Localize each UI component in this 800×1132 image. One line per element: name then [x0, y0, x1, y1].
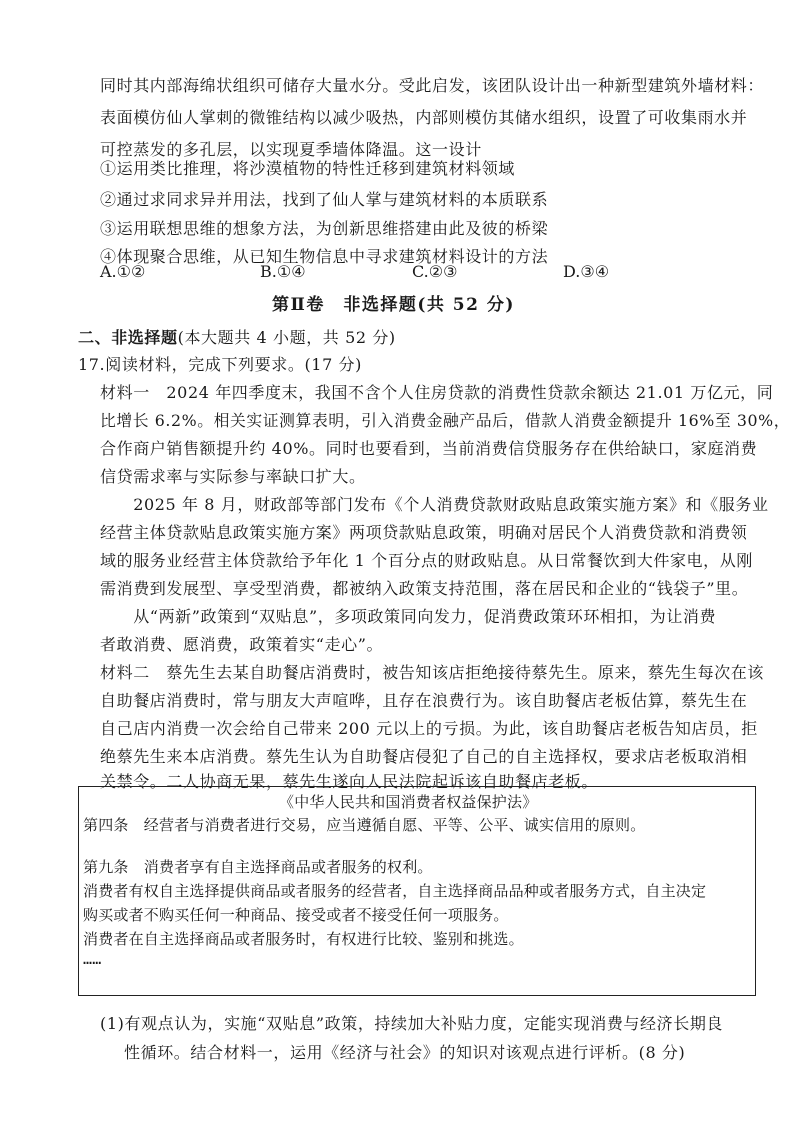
- material-line: 关禁令。二人协商无果，蔡先生遂向人民法院起诉该自助餐店老板。: [100, 772, 599, 791]
- statement-4: ④体现聚合思维，从已知生物信息中寻求建筑材料设计的方法: [100, 247, 549, 266]
- sub-question-1-line: 性循环。结合材料一，运用《经济与社会》的知识对该观点进行评析。(8 分): [124, 1043, 686, 1062]
- material-line: 比增长 6.2%。相关实证测算表明，引入消费金融产品后，借款人消费金额提升 16%至 30%，: [100, 411, 791, 430]
- part-heading-label: 二、非选择题: [78, 328, 178, 347]
- law-excerpt-box: [78, 786, 756, 996]
- option-d: D.③④: [563, 262, 610, 281]
- material-line: 经营主体贷款贴息政策实施方案》两项贷款贴息政策，明确对居民个人消费贷款和消费领: [100, 523, 748, 542]
- option-c: C.②③: [412, 262, 458, 281]
- material-line: 材料一 2024 年四季度末，我国不含个人住房贷款的消费性贷款余额达 21.01 万亿元，同: [100, 383, 774, 402]
- law-article-4: 第四条 经营者与消费者进行交易，应当遵循自愿、平等、公平、诚实信用的原则。: [83, 816, 646, 834]
- question-17-header: 17.阅读材料，完成下列要求。(17 分): [78, 355, 362, 374]
- material-line: 信贷需求率与实际参与率缺口扩大。: [100, 467, 366, 486]
- statement-1: ①运用类比推理，将沙漠植物的特性迁移到建筑材料领域: [100, 159, 516, 178]
- material-line: 绝蔡先生来本店消费。蔡先生认为自助餐店侵犯了自己的自主选择权，要求店老板取消相: [100, 747, 748, 766]
- paragraph-line: 可控蒸发的多孔层，以实现夏季墙体降温。这一设计: [100, 140, 482, 159]
- material-line: 材料二 蔡先生去某自助餐店消费时，被告知该店拒绝接待蔡先生。原来，蔡先生每次在该: [100, 663, 765, 682]
- sub-question-1-line: (1)有观点认为，实施“双贴息”政策，持续加大补贴力度，定能实现消费与经济长期良: [100, 1014, 724, 1033]
- law-article-9-line: 购买或者不购买任何一种商品、接受或者不接受任何一项服务。: [83, 906, 509, 924]
- material-line: 2025 年 8 月，财政部等部门发布《个人消费贷款财政贴息政策实施方案》和《服务业: [100, 495, 769, 514]
- option-b: B.①④: [260, 262, 306, 281]
- law-article-9-line: 第九条 消费者享有自主选择商品或者服务的权利。: [83, 858, 433, 876]
- option-a: A.①②: [100, 262, 146, 281]
- material-line: 域的服务业经营主体贷款给予年化 1 个百分点的财政贴息。从日常餐饮到大件家电，从刚: [100, 551, 753, 570]
- law-title: 《中华人民共和国消费者权益保护法》: [279, 793, 538, 811]
- law-ellipsis: ……: [83, 950, 102, 968]
- statement-2: ②通过求同求异并用法，找到了仙人掌与建筑材料的本质联系: [100, 190, 549, 209]
- paragraph-line: 同时其内部海绵状组织可储存大量水分。受此启发，该团队设计出一种新型建筑外墙材料：: [100, 76, 765, 95]
- material-line: 自助餐店消费时，常与朋友大声喧哗，且存在浪费行为。该自助餐店老板估算，蔡先生在: [100, 691, 748, 710]
- part-heading: [78, 328, 396, 348]
- law-article-9-line: 消费者有权自主选择提供商品或者服务的经营者，自主选择商品品种或者服务方式，自主决定: [83, 882, 707, 900]
- section-title: 第Ⅱ卷 非选择题(共 52 分): [272, 295, 515, 315]
- material-line: 从“两新”政策到“双贴息”，多项政策同向发力，促消费政策环环相扣，为让消费: [100, 607, 717, 626]
- material-line: 自己店内消费一次会给自己带来 200 元以上的亏损。为此，该自助餐店老板告知店员，拒: [100, 719, 758, 738]
- paragraph-line: 表面模仿仙人掌刺的微锥结构以减少吸热，内部则模仿其储水组织，设置了可收集雨水并: [100, 108, 748, 127]
- material-line: 需消费到发展型、享受型消费，都被纳入政策支持范围，落在居民和企业的“钱袋子”里。: [100, 579, 749, 598]
- statement-3: ③运用联想思维的想象方法，为创新思维搭建由此及彼的桥梁: [100, 219, 549, 238]
- material-line: 者敢消费、愿消费，政策着实“走心”。: [100, 635, 384, 654]
- material-line: 合作商户销售额提升约 40%。同时也要看到，当前消费信贷服务存在供给缺口，家庭消费: [100, 439, 758, 458]
- law-article-9-line: 消费者在自主选择商品或者服务时，有权进行比较、鉴别和挑选。: [83, 930, 524, 948]
- part-heading-note: (本大题共 4 小题，共 52 分): [177, 328, 396, 347]
